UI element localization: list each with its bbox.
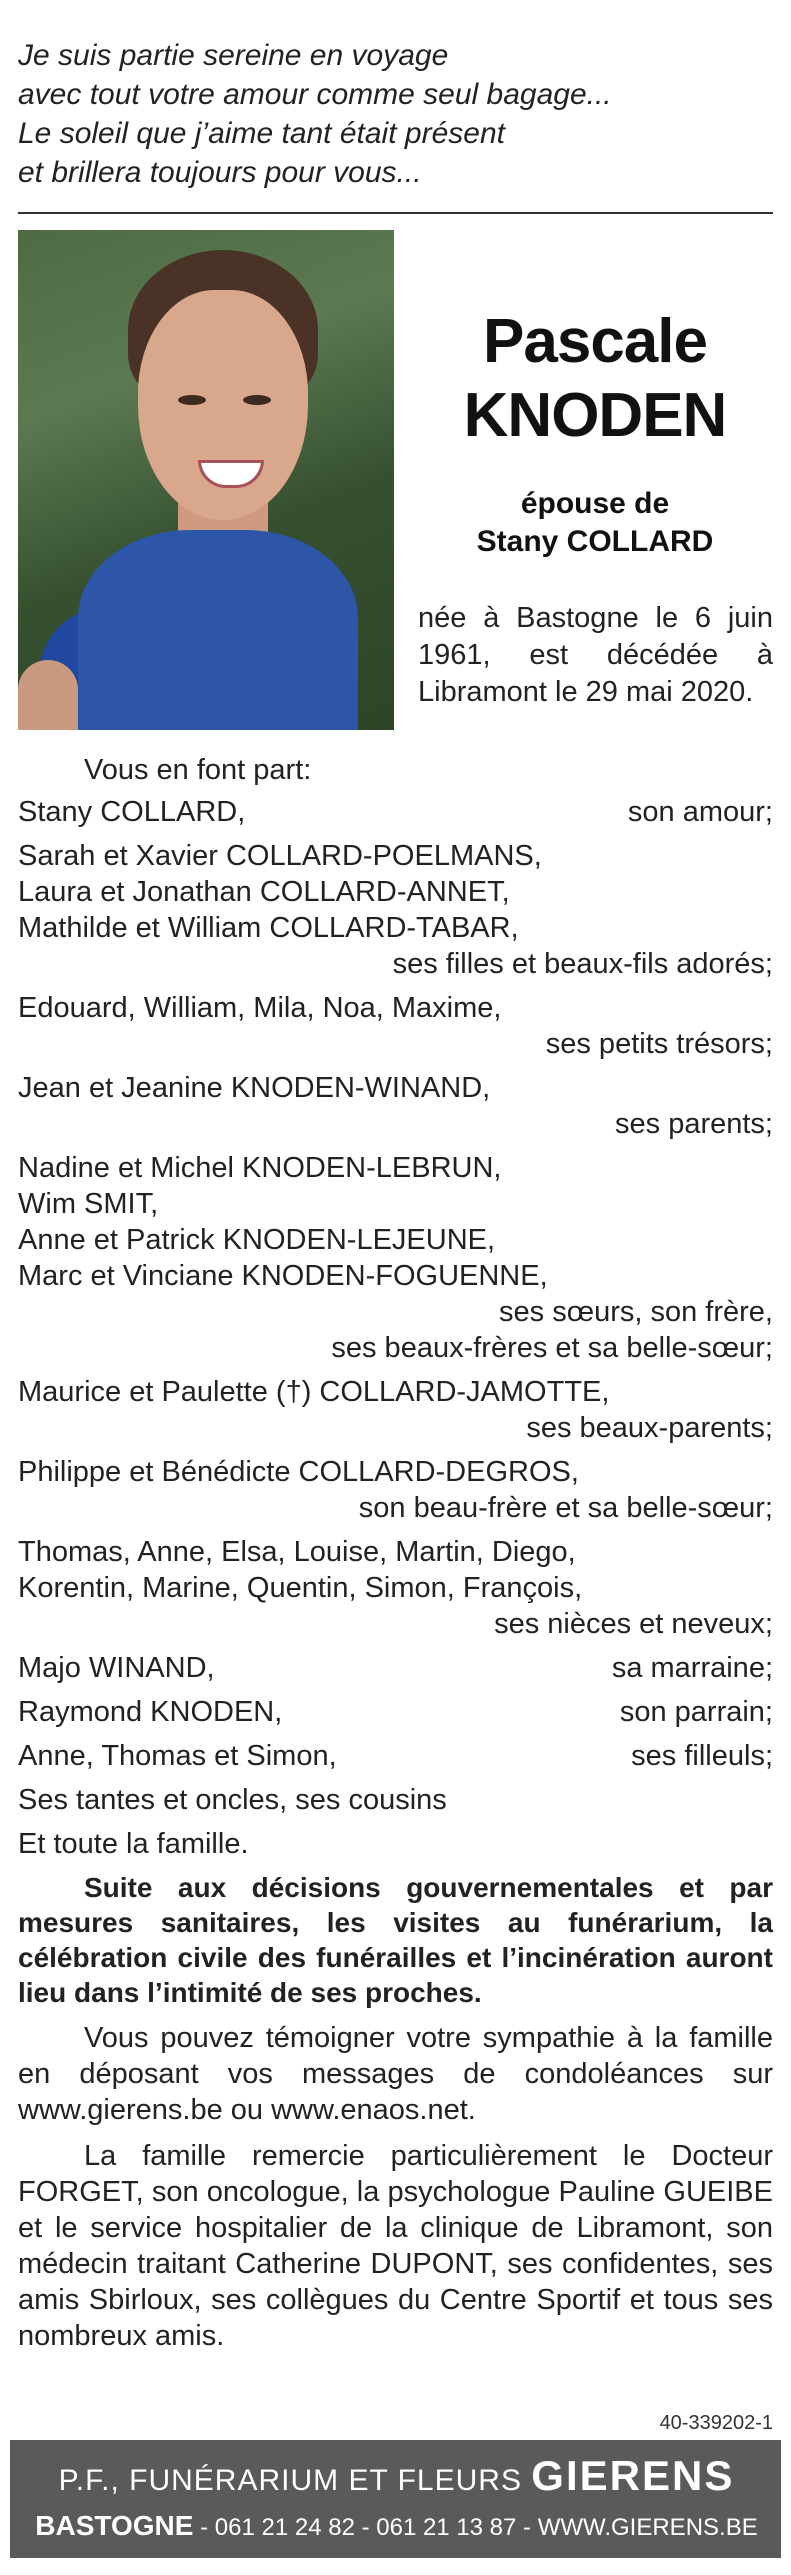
entry-names: Philippe et Bénédicte COLLARD-DEGROS, [18,1456,579,1488]
funeral-home-phones: - 061 21 24 82 - 061 21 13 87 - WWW.GIERENS.BE [193,2514,758,2541]
condolences-text: Vous pouvez témoigner votre sympathie à la famille en déposant vos messages de condoléances sur www.gierens.be ou www.enaos.net. [18,2022,773,2126]
first-name: Pascale [483,307,707,376]
portrait-photo [18,230,394,730]
poem-line: avec tout votre amour comme seul bagage... [18,78,612,111]
entry-relation: ses sœurs, son frère, [499,1296,773,1328]
entry-relation: ses filleuls; [631,1740,773,1772]
sanitary-notice: Suite aux décisions gouvernementales et par mesures sanitaires, les visites au funérarium, la célébration civile des funérailles et l’incinération auront lieu dans l’intimité de ses proches. [18,1872,773,2008]
entry-names: Mathilde et William COLLARD-TABAR, [18,912,519,944]
entry-names: Anne, Thomas et Simon, [18,1740,337,1772]
family-entry [18,838,773,982]
birth-death-info: née à Bastogne le 6 juin 1961, est décédée à Libramont le 29 mai 2020. [418,602,773,708]
entry-names: Nadine et Michel KNODEN-LEBRUN, [18,1152,502,1184]
funeral-home-city: BASTOGNE [35,2510,194,2541]
family-entry [18,1454,773,1526]
funeral-home-contact [24,2510,769,2542]
entry-names: Anne et Patrick KNODEN-LEJEUNE, [18,1224,496,1256]
family-entry [18,1150,773,1366]
entry-relation: ses filles et beaux-fils adorés; [392,948,773,980]
funeral-home-brand: GIERENS [531,2452,735,2499]
entry-names: Wim SMIT, [18,1188,159,1220]
entry-relation: ses parents; [615,1108,773,1140]
entry-relation: sa marraine; [611,1652,773,1684]
divider [18,212,773,214]
entry-names: Stany COLLARD, [18,796,246,828]
poem-line: Je suis partie sereine en voyage [18,39,449,72]
entry-relation: ses petits trésors; [545,1028,773,1060]
family-entry [18,990,773,1062]
family-entry [18,1650,773,1686]
thanks-text: La famille remercie particulièrement le Docteur FORGET, son oncologue, la psychologue Pauline GUEIBE et le service hospitalier de la clinique de Libramont, son médecin traitant Catherine DUPONT, ses confidentes, ses amis Sbirloux, ses collègues du Centre Sportif et tous ses nombreux amis. [18,2140,773,2352]
intro-text: Vous en font part: [84,754,312,786]
spouse-info [400,485,790,561]
poem-line: et brillera toujours pour vous... [18,156,422,189]
deceased-name [400,305,790,453]
family-entry [18,794,773,830]
last-name: KNODEN [463,381,727,450]
entry-names: Majo WINAND, [18,1652,215,1684]
family-entry [18,1374,773,1446]
entry-relation: son beau-frère et sa belle-sœur; [358,1492,773,1524]
family-entry [18,1738,773,1774]
entry-names: Maurice et Paulette (†) COLLARD-JAMOTTE, [18,1376,610,1408]
entry-names: Raymond KNODEN, [18,1696,283,1728]
reference-number: 40-339202-1 [659,2412,773,2434]
entry-relation: son parrain; [619,1696,773,1728]
entry-names: Jean et Jeanine KNODEN-WINAND, [18,1072,491,1104]
entry-names: Laura et Jonathan COLLARD-ANNET, [18,876,510,908]
announcement-body [18,752,773,2354]
family-entry: Et toute la famille. [18,1828,249,1860]
family-entry [18,1694,773,1730]
funeral-home-title [24,2452,769,2500]
entry-names: Marc et Vinciane KNODEN-FOGUENNE, [18,1260,548,1292]
entry-names: Korentin, Marine, Quentin, Simon, François, [18,1572,583,1604]
entry-relation: son amour; [627,796,773,828]
funeral-home-banner [10,2440,781,2558]
poem-line: Le soleil que j’aime tant était présent [18,117,505,150]
family-entry: Ses tantes et oncles, ses cousins [18,1784,447,1816]
entry-relation: ses beaux-frères et sa belle-sœur; [331,1332,773,1364]
spouse-label: épouse de [520,487,670,520]
spouse-name: Stany COLLARD [476,525,714,558]
family-entry [18,1070,773,1142]
poem [18,36,758,192]
funeral-home-prefix: P.F., FUNÉRARIUM ET FLEURS [58,2464,532,2497]
entry-names: Sarah et Xavier COLLARD-POELMANS, [18,840,542,872]
entry-names: Edouard, William, Mila, Noa, Maxime, [18,992,502,1024]
entry-relation: ses beaux-parents; [526,1412,773,1444]
entry-names: Thomas, Anne, Elsa, Louise, Martin, Diego, [18,1536,576,1568]
entry-relation: ses nièces et neveux; [494,1608,773,1640]
family-entry [18,1534,773,1642]
